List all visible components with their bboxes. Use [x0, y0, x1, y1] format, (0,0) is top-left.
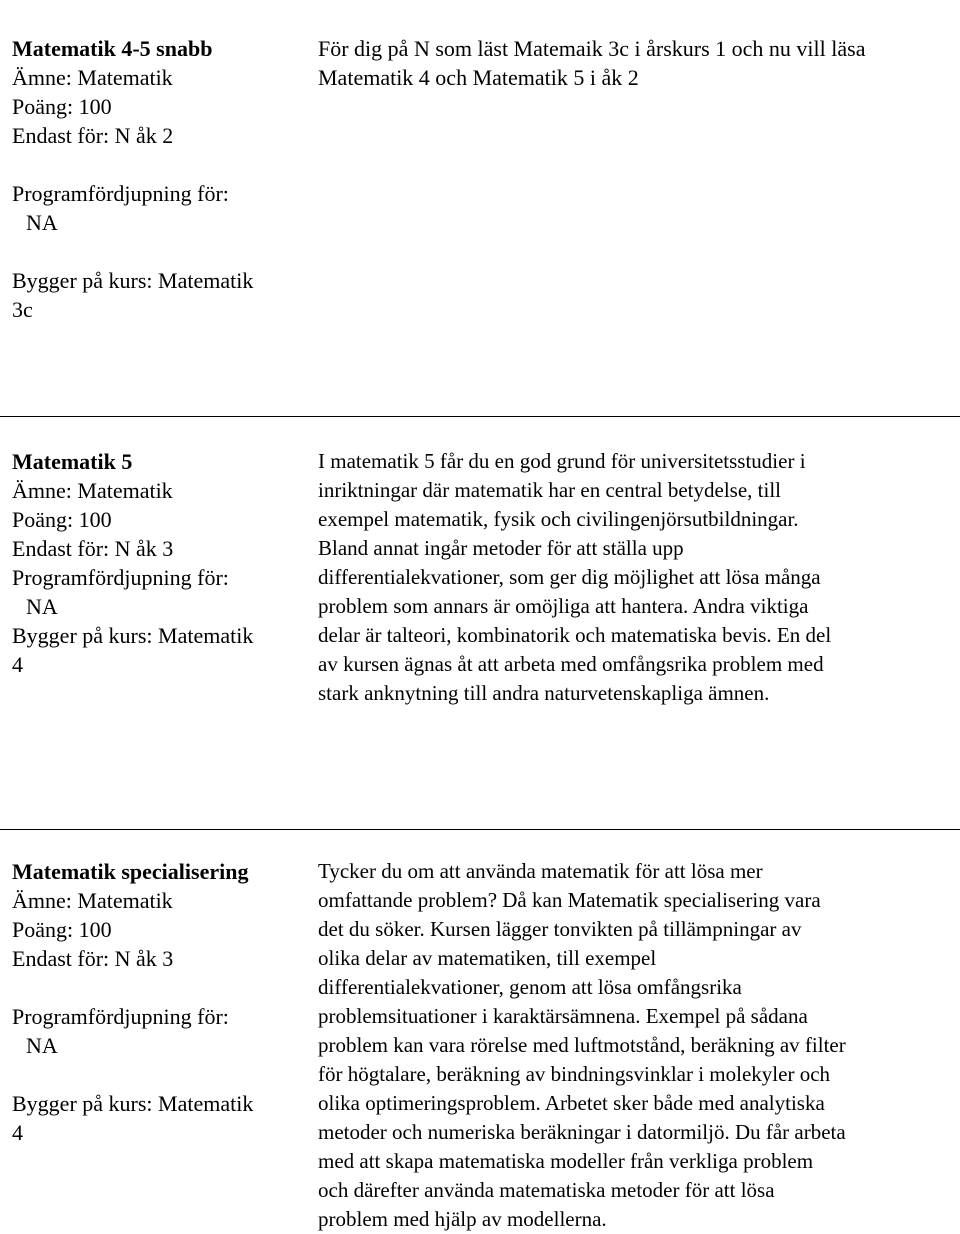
section-divider	[0, 829, 960, 830]
section-divider	[0, 416, 960, 417]
course-title: Matematik specialisering	[12, 859, 249, 884]
description-line: Tycker du om att använda matematik för att lösa mer	[318, 859, 763, 883]
course-description	[318, 34, 950, 92]
description-line: differentialekvationer, genom att lösa omfångsrika	[318, 975, 742, 999]
description-line: delar är talteori, kombinatorik och matematiska bevis. En del	[318, 623, 832, 647]
course-meta	[12, 34, 302, 324]
course-only-for: Endast för: N åk 3	[12, 946, 174, 971]
description-line: med att skapa matematiska modeller från verkliga problem	[318, 1149, 814, 1173]
description-line: stark anknytning till andra naturvetenskapliga ämnen.	[318, 681, 770, 705]
course-subject: Ämne: Matematik	[12, 478, 173, 503]
builds-on-value: 3c	[12, 297, 33, 322]
description-line: och därefter använda matematiska metoder för att lösa	[318, 1178, 775, 1202]
builds-on-label: Bygger på kurs: Matematik	[12, 268, 254, 293]
course-subject: Ämne: Matematik	[12, 65, 173, 90]
description-line: Matematik 4 och Matematik 5 i åk 2	[318, 65, 639, 90]
description-line: För dig på N som läst Matemaik 3c i årskurs 1 och nu vill läsa	[318, 36, 866, 61]
course-description	[318, 447, 950, 708]
builds-on-label: Bygger på kurs: Matematik	[12, 623, 254, 648]
course-title: Matematik 4-5 snabb	[12, 36, 213, 61]
course-points: Poäng: 100	[12, 94, 112, 119]
builds-on-value: 4	[12, 1120, 23, 1145]
description-line: metoder och numeriska beräkningar i datormiljö. Du får arbeta	[318, 1120, 846, 1144]
description-line: exempel matematik, fysik och civilingenjörsutbildningar.	[318, 507, 799, 531]
course-subject: Ämne: Matematik	[12, 888, 173, 913]
description-line: olika delar av matematiken, till exempel	[318, 946, 657, 970]
description-line: I matematik 5 får du en god grund för universitetsstudier i	[318, 449, 806, 473]
course-points: Poäng: 100	[12, 917, 112, 942]
course-only-for: Endast för: N åk 2	[12, 123, 174, 148]
description-line: problem kan vara rörelse med luftmotstånd, beräkning av filter	[318, 1033, 846, 1057]
course-only-for: Endast för: N åk 3	[12, 536, 174, 561]
course-meta	[12, 447, 302, 679]
course-points: Poäng: 100	[12, 507, 112, 532]
course-description	[318, 857, 950, 1234]
description-line: inriktningar där matematik har en central betydelse, till	[318, 478, 781, 502]
course-meta	[12, 857, 302, 1147]
description-line: olika optimeringsproblem. Arbetet sker både med analytiska	[318, 1091, 825, 1115]
program-value: NA	[26, 1033, 58, 1058]
builds-on-label: Bygger på kurs: Matematik	[12, 1091, 254, 1116]
program-label: Programfördjupning för:	[12, 1004, 229, 1029]
description-line: för högtalare, beräkning av bindningsvinklar i molekyler och	[318, 1062, 831, 1086]
program-label: Programfördjupning för:	[12, 181, 229, 206]
course-title: Matematik 5	[12, 449, 133, 474]
program-value: NA	[26, 210, 58, 235]
builds-on-value: 4	[12, 652, 23, 677]
description-line: omfattande problem? Då kan Matematik specialisering vara	[318, 888, 821, 912]
description-line: Bland annat ingår metoder för att ställa upp	[318, 536, 684, 560]
description-line: problem som annars är omöjliga att hantera. Andra viktiga	[318, 594, 809, 618]
program-label: Programfördjupning för:	[12, 565, 229, 590]
description-line: problemsituationer i karaktärsämnena. Exempel på sådana	[318, 1004, 808, 1028]
description-line: av kursen ägnas åt att arbeta med omfångsrika problem med	[318, 652, 824, 676]
description-line: det du söker. Kursen lägger tonvikten på tillämpningar av	[318, 917, 802, 941]
description-line: problem med hjälp av modellerna.	[318, 1207, 607, 1231]
description-line: differentialekvationer, som ger dig möjlighet att lösa många	[318, 565, 821, 589]
program-value: NA	[26, 594, 58, 619]
